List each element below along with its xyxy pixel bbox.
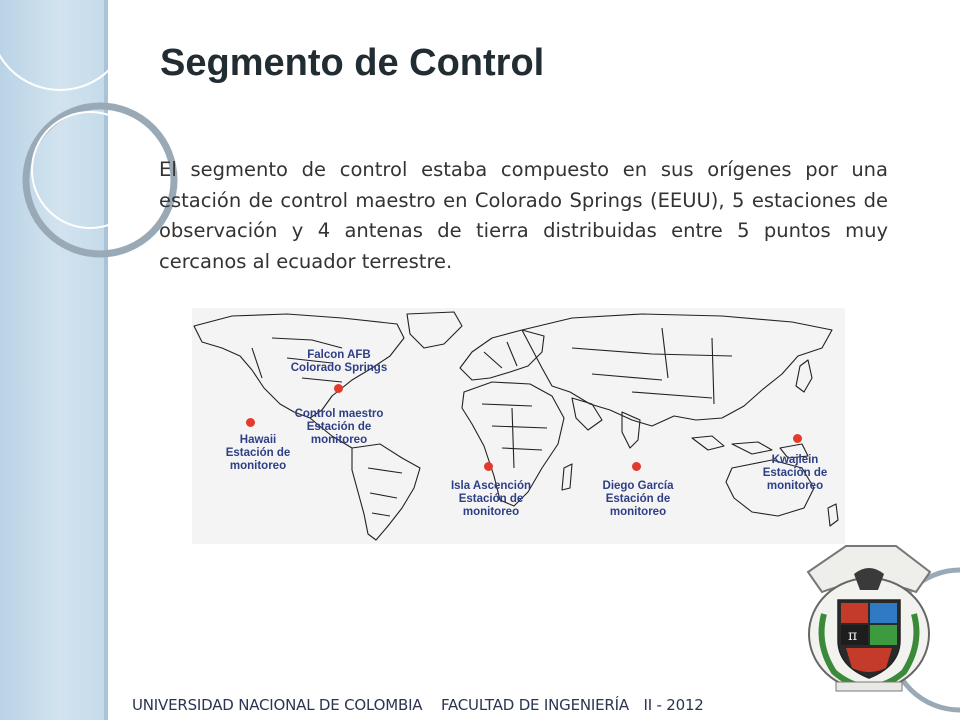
station-marker-kwajalein [793,434,802,443]
footer-faculty: FACULTAD DE INGENIERÍA [440,696,629,714]
footer [132,696,704,714]
page-title: Segmento de Control [160,42,545,84]
map-label-kwajalein: Kwajlein Estación de monitoreo [762,454,828,492]
map-label-control-maestro: Control maestro Estación de monitoreo [294,408,384,446]
footer-university: UNIVERSIDAD NACIONAL DE COLOMBIA [132,696,423,714]
map-label-diego-garcia: Diego García Estación de monitoreo [602,480,674,518]
body-paragraph: El segmento de control estaba compuesto en sus orígenes por una estación de control maestro en Colorado Springs (EEUU), 5 estaciones de observación y 4 antenas de tierra distribuidas entre 5 puntos muy cercanos al ecuador terrestre. [159,158,888,273]
map-label-hawaii: Hawaii Estación de monitoreo [225,434,291,472]
map-label-colorado-springs: Falcon AFB Colorado Springs [290,349,388,374]
sidebar-edge [104,0,108,720]
station-marker-colorado-springs [334,384,343,393]
svg-text:π: π [848,628,858,644]
station-marker-diego-garcia [632,462,641,471]
station-marker-hawaii [246,418,255,427]
map-label-ascension: Isla Ascención Estación de monitoreo [450,480,532,518]
world-map [192,308,845,544]
station-marker-ascension [484,462,493,471]
university-seal-icon [806,544,932,696]
footer-period: II - 2012 [643,696,704,714]
sidebar-band [0,0,108,720]
